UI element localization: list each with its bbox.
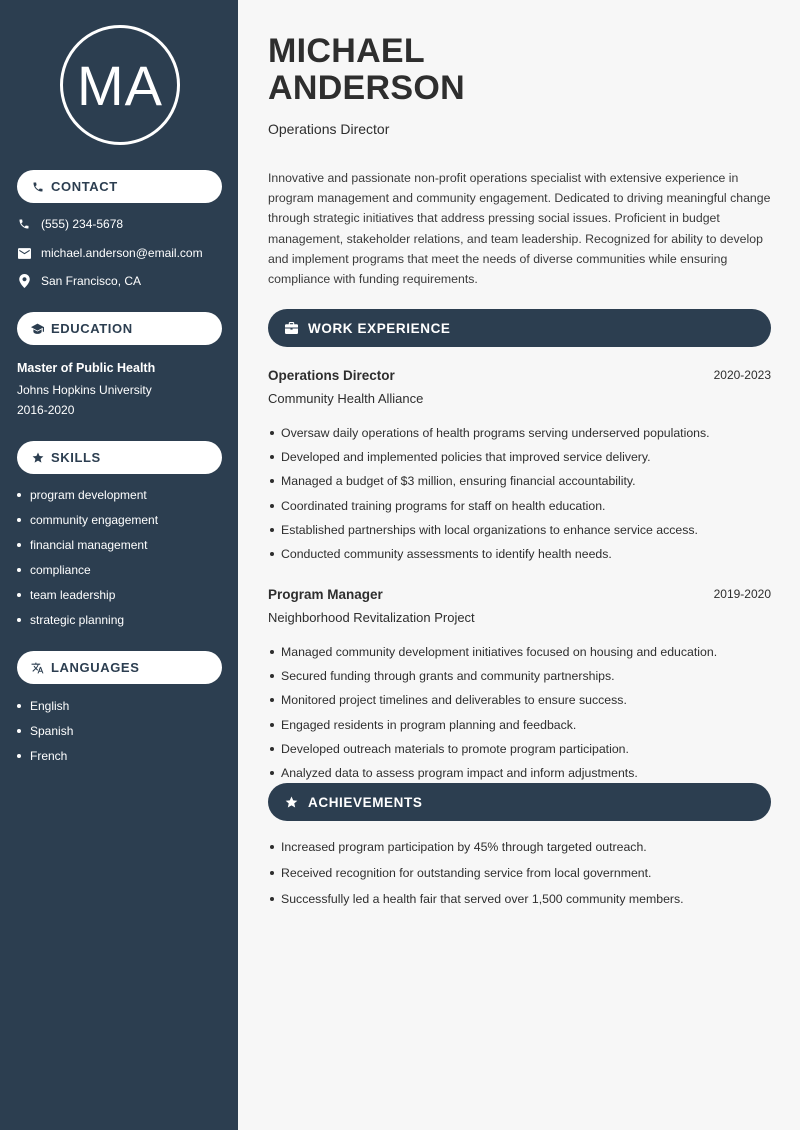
achievements-heading bbox=[268, 783, 771, 821]
education-degree: Master of Public Health bbox=[17, 361, 156, 375]
job-bullet: Coordinated training programs for staff on health education. bbox=[270, 494, 710, 518]
contact-heading-label: CONTACT bbox=[51, 179, 118, 194]
contact-email[interactable] bbox=[17, 246, 203, 260]
language-item: English bbox=[17, 694, 73, 719]
translate-icon bbox=[31, 661, 44, 674]
skills-heading bbox=[17, 441, 222, 474]
avatar: MA bbox=[60, 25, 180, 145]
skill-item: compliance bbox=[17, 558, 158, 583]
job-bullet: Analyzed data to assess program impact and inform adjustments. bbox=[270, 761, 717, 785]
star-icon bbox=[285, 796, 298, 809]
email-icon bbox=[17, 246, 31, 260]
contact-location-text: San Francisco, CA bbox=[41, 274, 142, 288]
education-heading-label: EDUCATION bbox=[51, 321, 133, 336]
skill-item: strategic planning bbox=[17, 607, 158, 632]
contact-location bbox=[17, 274, 141, 288]
job-bullet: Developed and implemented policies that improved service delivery. bbox=[270, 445, 710, 469]
job-bullets bbox=[270, 421, 710, 566]
candidate-title: Operations Director bbox=[268, 121, 390, 137]
contact-phone-text: (555) 234-5678 bbox=[41, 217, 124, 231]
job-organization: Community Health Alliance bbox=[268, 391, 424, 406]
job-bullet: Developed outreach materials to promote program participation. bbox=[270, 737, 717, 761]
education-heading bbox=[17, 312, 222, 345]
languages-heading bbox=[17, 651, 222, 684]
job-role: Operations Director bbox=[268, 368, 395, 383]
skill-item: team leadership bbox=[17, 583, 158, 608]
achievement-item: Successfully led a health fair that served over 1,500 community members. bbox=[270, 886, 684, 912]
phone-icon bbox=[31, 180, 44, 193]
job-bullet: Secured funding through grants and community partnerships. bbox=[270, 664, 717, 688]
name-first: MICHAEL bbox=[268, 32, 425, 70]
skill-item: financial management bbox=[17, 533, 158, 558]
achievement-item: Increased program participation by 45% through targeted outreach. bbox=[270, 834, 684, 860]
contact-email-text[interactable]: michael.anderson@email.com bbox=[41, 246, 203, 260]
job-bullet: Managed a budget of $3 million, ensuring financial accountability. bbox=[270, 469, 710, 493]
job-bullet: Established partnerships with local organizations to enhance service access. bbox=[270, 518, 710, 542]
skills-list bbox=[17, 483, 158, 632]
languages-heading-label: LANGUAGES bbox=[51, 660, 140, 675]
job-role: Program Manager bbox=[268, 587, 383, 602]
education-school: Johns Hopkins University bbox=[17, 383, 152, 397]
contact-heading bbox=[17, 170, 222, 203]
language-item: Spanish bbox=[17, 719, 73, 744]
job-bullet: Oversaw daily operations of health programs serving underserved populations. bbox=[270, 421, 710, 445]
job-dates: 2019-2020 bbox=[713, 587, 771, 601]
phone-icon bbox=[17, 217, 31, 231]
candidate-name bbox=[268, 33, 465, 107]
job-dates: 2020-2023 bbox=[713, 368, 771, 382]
job-bullet: Conducted community assessments to identify health needs. bbox=[270, 542, 710, 566]
work-experience-heading bbox=[268, 309, 771, 347]
job-bullet: Managed community development initiatives focused on housing and education. bbox=[270, 640, 717, 664]
job-bullet: Engaged residents in program planning and feedback. bbox=[270, 713, 717, 737]
skill-item: program development bbox=[17, 483, 158, 508]
location-pin-icon bbox=[17, 274, 31, 288]
name-last: ANDERSON bbox=[268, 69, 465, 107]
profile-summary: Innovative and passionate non-profit operations specialist with extensive experience in program management and community engagement. Dedicated to driving meaningful change through strategic initiatives that address pressing social issues. Proficient in budget management, stakeholder relations, and team leadership. Recognized for ability to develop and implement programs that meet the needs of diverse communities while ensuring compliance with funding requirements. bbox=[268, 171, 771, 287]
achievements-list bbox=[270, 834, 684, 913]
job-organization: Neighborhood Revitalization Project bbox=[268, 610, 475, 625]
job-bullet: Monitored project timelines and deliverables to ensure success. bbox=[270, 688, 717, 712]
skill-item: community engagement bbox=[17, 508, 158, 533]
work-experience-heading-label: WORK EXPERIENCE bbox=[308, 320, 451, 336]
briefcase-icon bbox=[285, 322, 298, 335]
graduation-cap-icon bbox=[31, 322, 44, 335]
language-item: French bbox=[17, 744, 73, 769]
skills-heading-label: SKILLS bbox=[51, 450, 101, 465]
education-years: 2016-2020 bbox=[17, 403, 75, 417]
job-bullets bbox=[270, 640, 717, 785]
achievements-heading-label: ACHIEVEMENTS bbox=[308, 794, 423, 810]
achievement-item: Received recognition for outstanding service from local government. bbox=[270, 860, 684, 886]
sidebar bbox=[0, 0, 238, 1130]
languages-list bbox=[17, 694, 73, 769]
contact-phone bbox=[17, 217, 123, 231]
star-icon bbox=[31, 451, 44, 464]
